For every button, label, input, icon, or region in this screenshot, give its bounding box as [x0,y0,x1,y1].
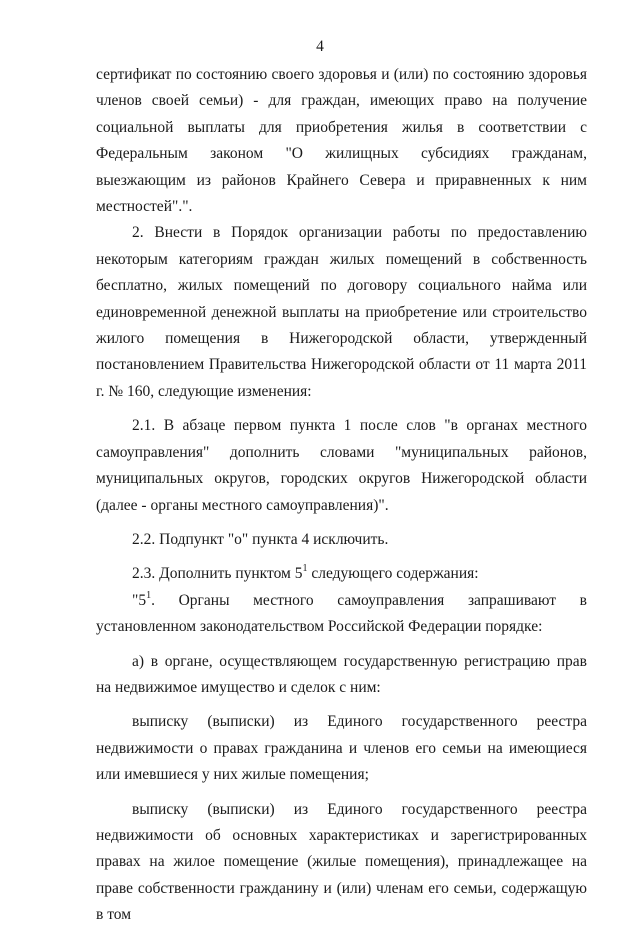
paragraph-item-2-1: 2.1. В абзаце первом пункта 1 после слов "в органах местного самоуправления" дополнить словами "муниципальных районов, муниципальных округов, городских округов Нижегородской области (далее - органы местного самоуправления)". [96,417,587,514]
paragraph-item-2-3-text-end: следующего содержания: [307,565,479,583]
page-number: 4 [316,38,324,55]
paragraph-subitem-a: а) в органе, осуществляющем государственную регистрацию прав на недвижимое имущество и сделок с ним: [96,652,587,696]
clause-5-1-text: . Органы местного самоуправления запрашивают в установленном законодательством Российской Федерации порядке: [96,591,587,636]
paragraph-extract-rights: выписку (выписки) из Единого государственного реестра недвижимости о правах гражданина и членов его семьи на имеющиеся или имевшиеся у них жилые помещения; [96,713,587,784]
paragraph-continuation: сертификат по состоянию своего здоровья и (или) по состоянию здоровья членов своей семьи) - для граждан, имеющих право на получение социальной выплаты для приобретения жилья в соответствии с Федеральным законом "О жилищных субсидиях гражданам, выезжающим из районов Крайнего Севера и приравненных к ним местностей".". [96,66,587,216]
superscript: 1 [146,589,152,601]
document-body [96,62,587,929]
paragraph-item-2: 2. Внести в Порядок организации работы по предоставлению некоторым категориям граждан жилых помещений в собственность бесплатно, жилых помещений по договору социального найма или единовременной денежной выплаты на приобретение или строительство жилого помещения в Нижегородской области, утвержденный постановлением Правительства Нижегородской области от 11 марта 2011 г. № 160, следующие изменения: [96,224,587,400]
paragraph-item-2-3 [96,561,587,587]
paragraph-item-2-2: 2.2. Подпункт "о" пункта 4 исключить. [132,530,389,548]
superscript: 1 [302,563,308,575]
clause-5-1-start: "5 [132,591,147,609]
paragraph-clause-5-1 [96,588,587,641]
paragraph-extract-characteristics: выписку (выписки) из Единого государственного реестра недвижимости об основных характеристиках и зарегистрированных правах на жилое помещение (жилые помещения), принадлежащее на праве собственности гражданину и (или) членам его семьи, содержащую в том [96,800,587,924]
paragraph-item-2-3-text: 2.3. Дополнить пунктом 5 [132,565,303,583]
